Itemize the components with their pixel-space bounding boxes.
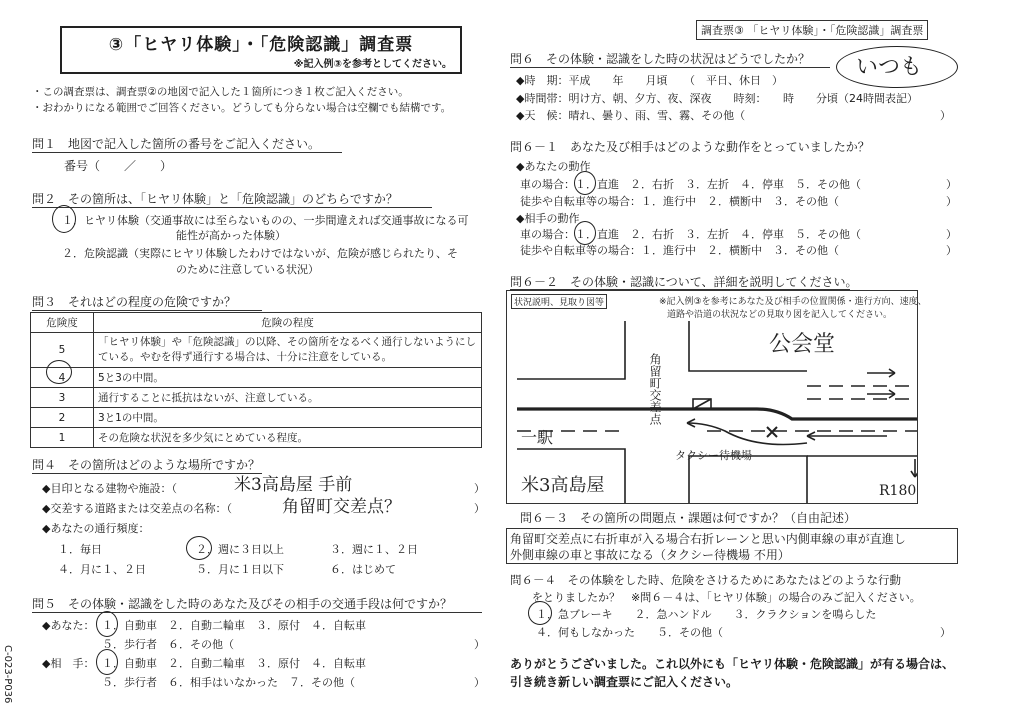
- q6-4-row-1[interactable]: １．急ブレーキ ２．急ハンドル ３．クラクションを鳴らした: [536, 608, 877, 621]
- q4-road-label: ◆交差する道路または交差点の名称：（: [42, 502, 232, 515]
- q5-other-label: ◆相 手：: [42, 657, 95, 670]
- q6-4-answer-circle: [528, 601, 552, 625]
- footer-line-1: ありがとうございました。これ以外にも「ヒヤリ体験・危険認識」が有る場合は、: [510, 657, 955, 671]
- center-line: [517, 409, 917, 419]
- q4-title: 問４ その箇所はどのような場所ですか？: [32, 458, 261, 472]
- q6-1-other-label: ◆相手の動作: [516, 212, 580, 225]
- sketch-taxi-label: タクシー待機場: [675, 449, 752, 462]
- q1-number-field[interactable]: 番号（ ／ ）: [64, 159, 173, 173]
- q2-option-2[interactable]: ２．危険認識（実際にヒヤリ体験したわけではないが、危険が感じられたり、そ: [62, 247, 458, 260]
- sketch-hall-label: 公会堂: [769, 332, 836, 357]
- sketch-crossing-label: 角留町交差点: [648, 353, 662, 425]
- q6-1-other-circle: [574, 221, 596, 245]
- risk-row[interactable]: [31, 388, 482, 408]
- margin-code: C-023-P036: [2, 645, 13, 704]
- q6-1-you-walk-close: ）: [946, 195, 957, 208]
- q4-landmark-answer[interactable]: 米3高島屋 手前: [234, 475, 353, 495]
- risk-level: 2: [31, 408, 94, 428]
- q6-1-you-circle: [574, 171, 596, 195]
- q2-option-2-cont: のために注意している状況）: [176, 263, 319, 276]
- q6-1-you-walk[interactable]: 徒歩や自転車等の場合：１．進行中 ２．横断中 ３．その他（: [520, 195, 839, 208]
- q3-title: 問３ それはどの程度の危険ですか？: [32, 295, 237, 309]
- q1-title: 問１ 地図で記入した箇所の番号をご記入ください。: [32, 137, 321, 151]
- q2-answer-circle: [52, 205, 76, 233]
- sketch-note-2: 道路や沿道の状況などの見取り図を記入してください。: [667, 310, 893, 320]
- page-subtitle: ※記入例③を参考としてください。: [293, 59, 452, 70]
- q2-underline: [32, 207, 432, 208]
- arrow-car-2: [687, 423, 807, 445]
- arrow-head: [911, 471, 917, 477]
- q6-underline: [510, 67, 830, 68]
- intro-line-1: ・この調査票は、調査票②の地図で記入した１箇所につき１枚ご記入ください。: [32, 86, 409, 98]
- q6-1-you-label: ◆あなたの動作: [516, 160, 591, 173]
- q4-freq-option[interactable]: ３．週に１、２日: [330, 543, 418, 556]
- risk-row[interactable]: [31, 428, 482, 448]
- q4-freq-option[interactable]: １．毎日: [58, 543, 102, 556]
- sketch-route-label: R180: [879, 483, 917, 499]
- road-edge: [689, 456, 807, 503]
- q1-underline: [32, 152, 342, 153]
- q6-1-you-car[interactable]: 車の場合：１．直進 ２．右折 ３．左折 ４．停車 ５．その他（: [520, 178, 861, 191]
- q5-you-row-1[interactable]: １．自動車 ２．自動二輪車 ３．原付 ４．自転車: [102, 619, 366, 632]
- sketch-station-label: 一駅: [521, 428, 554, 447]
- risk-desc: 「ヒヤリ体験」や「危険認識」の以降、その箇所をなるべく通行しないようにしている。やむを得ず通行する場合は、十分に注意をしている。: [94, 333, 482, 368]
- collision-mark: [767, 427, 777, 437]
- risk-header-desc: 危険の程度: [94, 313, 482, 333]
- q4-freq-option[interactable]: ６．はじめて: [330, 563, 396, 576]
- q6-1-title: 問６－１ あなた及び相手はどのような動作をとっていましたか？: [510, 140, 870, 154]
- risk-row[interactable]: [31, 333, 482, 368]
- q4-freq-option[interactable]: ２．週に３日以上: [196, 543, 284, 556]
- risk-level: 5: [31, 333, 94, 368]
- q4-frequency-label: ◆あなたの通行頻度：: [42, 522, 150, 535]
- q6-weather-close: ）: [940, 109, 951, 122]
- q3-answer-circle: [46, 360, 72, 384]
- q5-you-label: ◆あなた：: [42, 619, 95, 632]
- footer-line-2: 引き続き新しい調査票にご記入ください。: [510, 675, 739, 689]
- risk-header-level: 危険度: [31, 313, 94, 333]
- q6-3-answer-line-2: 外側車線の車と事故になる（タクシー待機場 不用）: [510, 548, 790, 562]
- q4-landmark-close: ）: [474, 482, 485, 495]
- q3-underline: [32, 310, 262, 311]
- intro-line-2: ・おわかりになる範囲でご回答ください。どうしても分らない場合は空欄でも結構です。: [32, 102, 452, 114]
- q6-weather-label[interactable]: ◆天 候：晴れ、曇り、雨、雪、霧、その他（: [516, 109, 746, 122]
- q6-3-answer-line-1: 角留町交差点に右折車が入る場合右折レーンと思い内側車線の車が直進し: [510, 532, 906, 546]
- q5-other-close: ）: [474, 676, 485, 689]
- q2-title: 問２ その箇所は、「ヒヤリ体験」と「危険認識」のどちらですか？: [32, 192, 398, 206]
- page-title: ③「ヒヤリ体験」・「危険認識」調査票: [108, 35, 414, 55]
- sketch-box[interactable]: [506, 290, 927, 504]
- q4-underline: [32, 473, 262, 474]
- q6-1-other-walk-close: ）: [946, 244, 957, 257]
- risk-level: 3: [31, 388, 94, 408]
- sketch-box-label: 状況説明、見取り図等: [511, 294, 607, 309]
- risk-desc: その危険な状況を多少気にとめている程度。: [94, 428, 482, 448]
- risk-level: 4: [31, 368, 94, 388]
- q6-timezone-label[interactable]: ◆時間帯：明け方、朝、夕方、夜、深夜 時刻： 時 分頃（24時間表記）: [516, 92, 918, 105]
- q5-title: 問５ その体験・認識をした時のあなた及びその相手の交通手段は何ですか？: [32, 597, 453, 611]
- q6-2-title: 問６－２ その体験・認識について、詳細を説明してください。: [510, 275, 858, 289]
- q6-1-other-car[interactable]: 車の場合：１．直進 ２．右折 ３．左折 ４．停車 ５．その他（: [520, 228, 861, 241]
- q6-3-title: 問６－３ その箇所の問題点・課題は何ですか？（自由記述）: [520, 511, 857, 525]
- risk-table: [30, 312, 482, 448]
- q2-option-1-cont: 能性が高かった体験）: [176, 229, 286, 242]
- q6-title: 問６ その体験・認識をした時の状況はどうでしたか？: [510, 52, 811, 66]
- risk-desc: 通行することに抵抗はないが、注意している。: [94, 388, 482, 408]
- q6-4-title-2: をとりましたか？ ※問６－４は、「ヒヤリ体験」の場合のみご記入ください。: [532, 591, 921, 604]
- sketch-store-label: 米3高島屋: [521, 475, 605, 496]
- q4-road-close: ）: [474, 502, 485, 515]
- q5-you-close: ）: [474, 638, 485, 651]
- q5-other-row-2[interactable]: ５．歩行者 ６．相手はいなかった ７．その他（: [102, 676, 355, 689]
- q6-1-you-car-close: ）: [946, 178, 957, 191]
- risk-desc: 3と1の中間。: [94, 408, 482, 428]
- q4-landmark-label: ◆目印となる建物や施設：（: [42, 482, 177, 495]
- risk-desc: 5と3の中間。: [94, 368, 482, 388]
- q6-4-row-2[interactable]: ４．何もしなかった ５．その他（: [536, 626, 723, 639]
- q6-4-close: ）: [940, 626, 951, 639]
- q5-you-row-2[interactable]: ５．歩行者 ６．その他（: [102, 638, 234, 651]
- q4-freq-option[interactable]: ５．月に１日以下: [196, 563, 284, 576]
- risk-row[interactable]: [31, 408, 482, 428]
- risk-row[interactable]: [31, 368, 482, 388]
- q6-1-other-walk[interactable]: 徒歩や自転車等の場合：１．進行中 ２．横断中 ３．その他（: [520, 244, 839, 257]
- q4-freq-option[interactable]: ４．月に１、２日: [58, 563, 146, 576]
- header-top-right: 調査票③ 「ヒヤリ体験」・「危険認識」調査票: [696, 20, 928, 40]
- q6-3-answer-box[interactable]: [506, 528, 958, 564]
- q6-handwritten-time[interactable]: いつも: [856, 55, 923, 80]
- q4-answer-circle: [186, 536, 212, 560]
- q5-other-circle: [96, 649, 118, 675]
- q6-4-title: 問６－４ その体験をした時、危険をさけるためにあなたはどのような行動: [510, 573, 901, 587]
- title-box: [60, 26, 462, 74]
- q6-1-other-car-close: ）: [946, 228, 957, 241]
- q5-other-row-1[interactable]: １．自動車 ２．自動二輪車 ３．原付 ４．自転車: [102, 657, 366, 670]
- road-edge: [517, 321, 625, 379]
- q2-option-1[interactable]: １．ヒヤリ体験（交通事故には至らないものの、一歩間違えれば交通事故になる可: [62, 214, 469, 227]
- risk-level: 1: [31, 428, 94, 448]
- q5-you-circle: [96, 611, 118, 637]
- sketch-note-1: ※記入例③を参考にあなた及び相手の位置関係・進行方向、速度、: [659, 297, 927, 307]
- q6-time-label[interactable]: ◆時 期：平成 年 月頃 （ 平日、休日 ）: [516, 74, 783, 87]
- q4-road-answer[interactable]: 角留町交差点？: [282, 497, 401, 517]
